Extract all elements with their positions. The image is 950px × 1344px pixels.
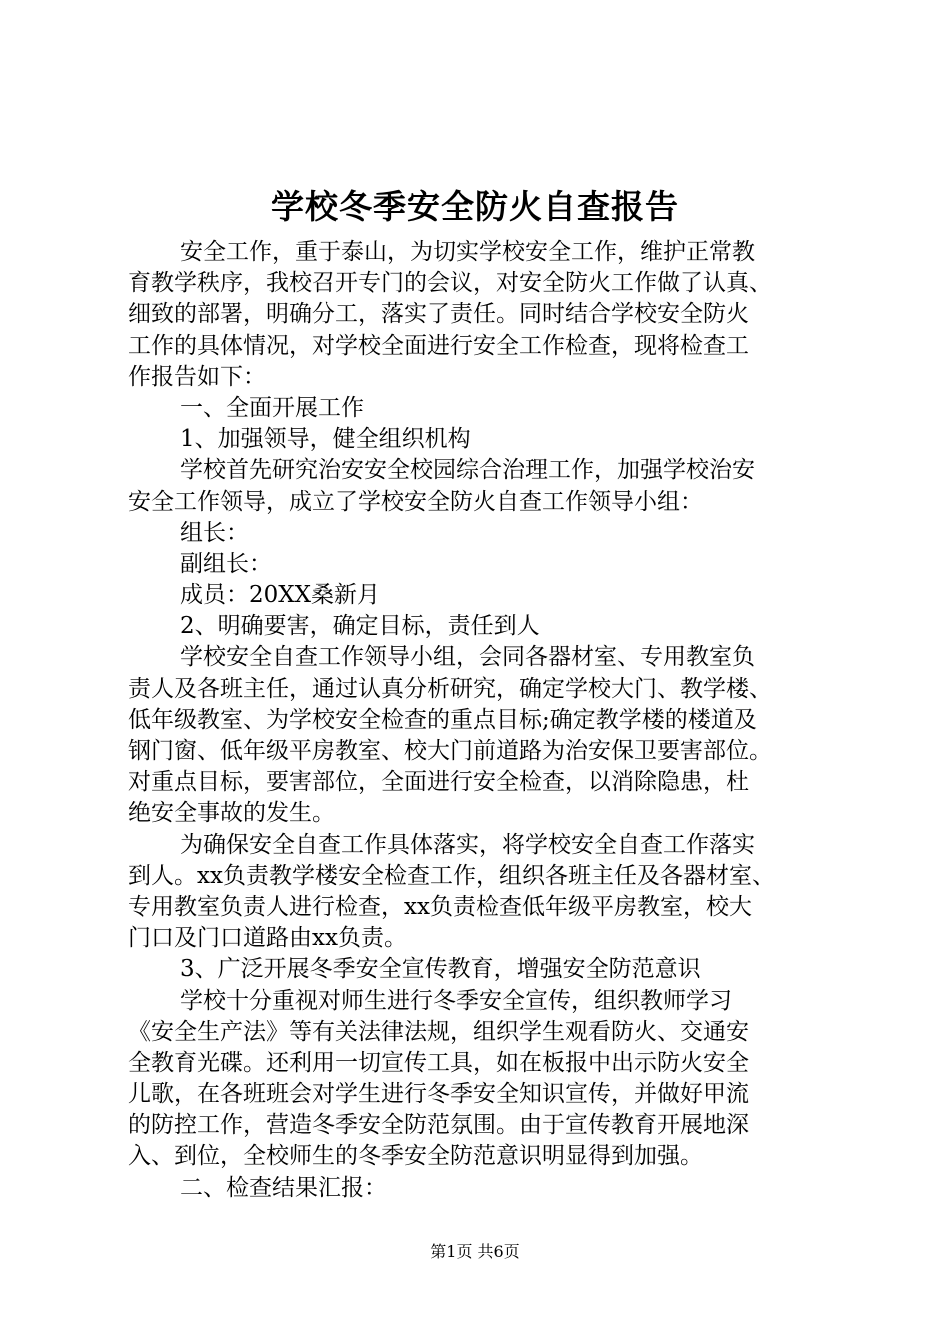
text-line: 为确保安全自查工作具体落实，将学校安全自查工作落实 — [180, 831, 755, 858]
text-line: 入、到位，全校师生的冬季安全防范意识明显得到加强。 — [128, 1143, 703, 1170]
text-line: 细致的部署，明确分工，落实了责任。同时结合学校安全防火 — [128, 301, 749, 328]
text-line: 组长： — [180, 519, 249, 546]
text-line: 育教学秩序，我校召开专门的会议，对安全防火工作做了认真、 — [128, 270, 772, 297]
text-line: 门口及门口道路由xx负责。 — [128, 925, 407, 952]
text-line: 学校安全自查工作领导小组，会同各器材室、专用教室负 — [180, 644, 755, 671]
text-line: 作报告如下： — [128, 363, 266, 390]
text-line: 1、加强领导，健全组织机构 — [180, 426, 471, 453]
text-line: 二、检查结果汇报： — [180, 1174, 387, 1201]
text-line: 《安全生产法》等有关法律法规，组织学生观看防火、交通安 — [128, 1018, 749, 1045]
text-line: 安全工作领导，成立了学校安全防火自查工作领导小组： — [128, 488, 703, 515]
document-title: 学校冬季安全防火自查报告 — [271, 187, 679, 226]
page-number-footer: 第1页 共6页 — [430, 1242, 520, 1261]
text-line: 工作的具体情况，对学校全面进行安全工作检查，现将检查工 — [128, 332, 749, 359]
text-line: 学校首先研究治安安全校园综合治理工作，加强学校治安 — [180, 457, 755, 484]
text-line: 对重点目标，要害部位，全面进行安全检查，以消除隐患，杜 — [128, 769, 749, 796]
text-line: 学校十分重视对师生进行冬季安全宣传，组织教师学习 — [180, 987, 732, 1014]
text-line: 副组长： — [180, 550, 272, 577]
text-line: 全教育光碟。还利用一切宣传工具，如在板报中出示防火安全 — [128, 1049, 749, 1076]
text-line: 绝安全事故的发生。 — [128, 800, 335, 827]
text-line: 责人及各班主任，通过认真分析研究，确定学校大门、教学楼、 — [128, 675, 772, 702]
text-line: 3、广泛开展冬季安全宣传教育，增强安全防范意识 — [180, 956, 701, 983]
text-line: 专用教室负责人进行检查，xx负责检查低年级平房教室，校大 — [128, 893, 752, 920]
text-line: 安全工作，重于泰山，为切实学校安全工作，维护正常教 — [180, 239, 755, 265]
document-body — [128, 237, 848, 1204]
text-line: 2、明确要害，确定目标，责任到人 — [180, 613, 540, 640]
text-line: 钢门窗、低年级平房教室、校大门前道路为治安保卫要害部位。 — [128, 738, 772, 764]
text-line: 成员：20XX桑新月 — [180, 582, 381, 609]
text-line: 低年级教室、为学校安全检查的重点目标;确定教学楼的楼道及 — [128, 706, 757, 733]
text-line: 的防控工作，营造冬季安全防范氛围。由于宣传教育开展地深 — [128, 1112, 749, 1139]
text-line: 儿歌，在各班班会对学生进行冬季安全知识宣传，并做好甲流 — [128, 1081, 749, 1108]
text-line: 一、全面开展工作 — [180, 394, 364, 421]
text-line: 到人。xx负责教学楼安全检查工作，组织各班主任及各器材室、 — [128, 862, 775, 889]
